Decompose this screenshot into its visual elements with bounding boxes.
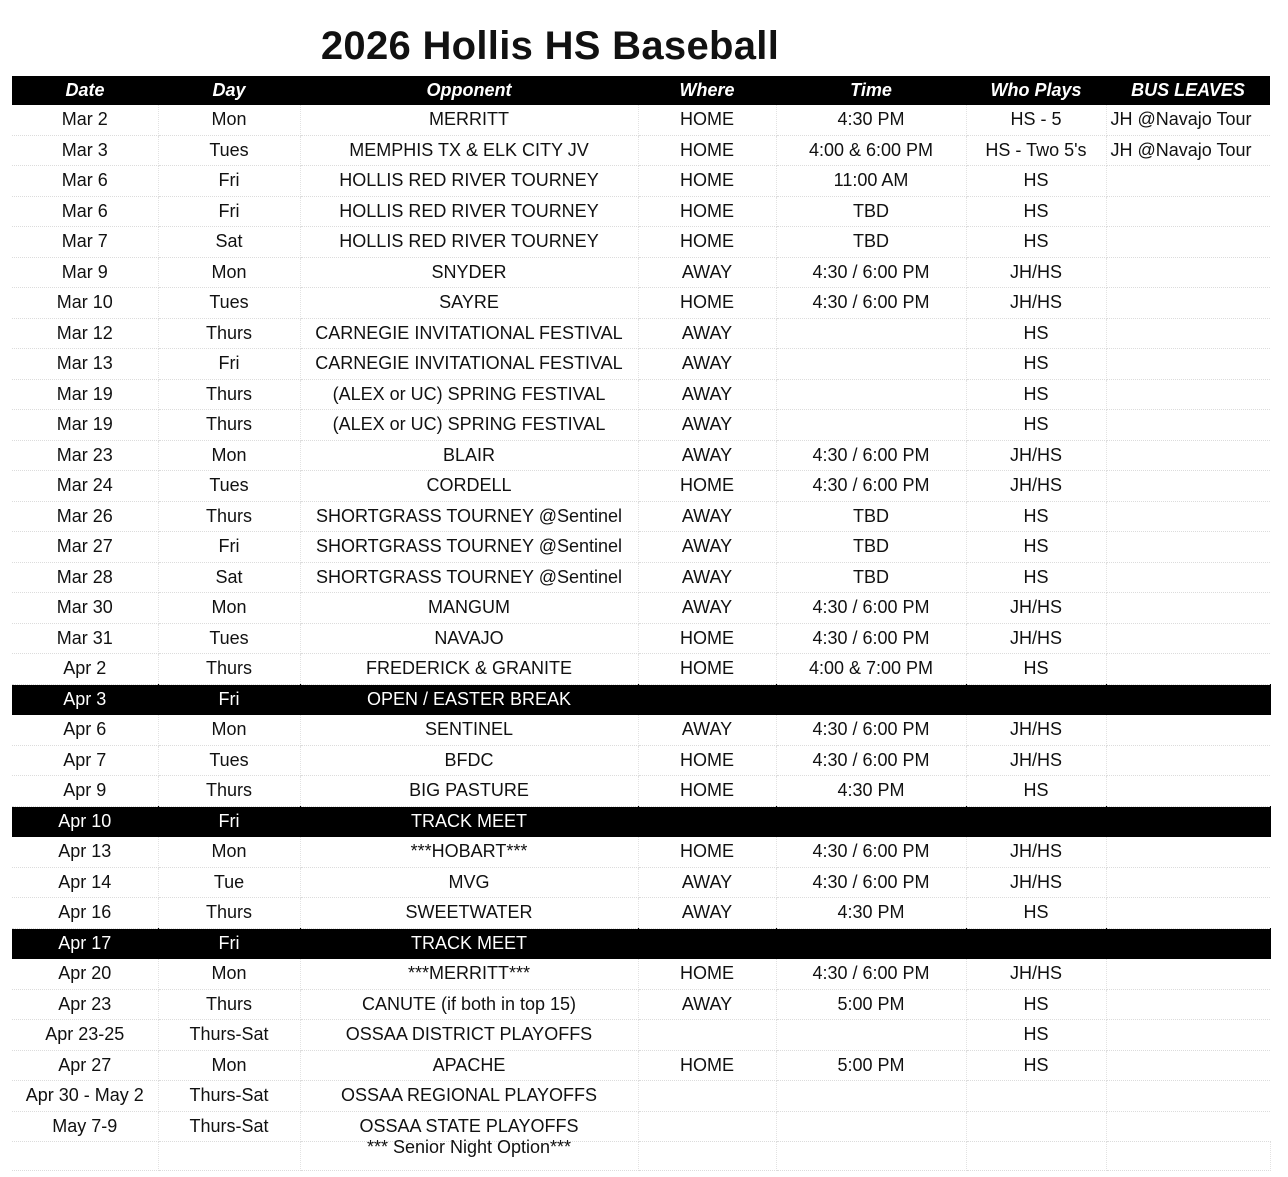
table-row bbox=[12, 166, 1270, 197]
column-header-day: Day bbox=[158, 76, 300, 105]
cell-where bbox=[638, 684, 776, 715]
cell-bus-leaves bbox=[1106, 959, 1270, 990]
cell-time: TBD bbox=[776, 562, 966, 593]
cell-where: AWAY bbox=[638, 593, 776, 624]
cell-bus-leaves bbox=[1106, 318, 1270, 349]
cell-time: 4:30 / 6:00 PM bbox=[776, 959, 966, 990]
cell-day: Fri bbox=[158, 196, 300, 227]
cell-opponent: HOLLIS RED RIVER TOURNEY bbox=[300, 196, 638, 227]
cell-time bbox=[776, 928, 966, 959]
cell-day: Thurs-Sat bbox=[158, 1020, 300, 1051]
table-row bbox=[12, 623, 1270, 654]
cell-day: Tues bbox=[158, 471, 300, 502]
cell-who-plays: HS bbox=[966, 379, 1106, 410]
cell-who-plays: HS bbox=[966, 989, 1106, 1020]
cell-where bbox=[638, 1020, 776, 1051]
cell-date: Apr 20 bbox=[12, 959, 158, 990]
table-row bbox=[12, 959, 1270, 990]
cell-bus-leaves bbox=[1106, 562, 1270, 593]
cell-time: 4:30 PM bbox=[776, 898, 966, 929]
cell-date: Apr 23 bbox=[12, 989, 158, 1020]
cell-bus-leaves bbox=[1106, 532, 1270, 563]
table-row bbox=[12, 989, 1270, 1020]
cell-where: HOME bbox=[638, 745, 776, 776]
cell-who-plays bbox=[966, 928, 1106, 959]
cell-day: Mon bbox=[158, 593, 300, 624]
cell-where: HOME bbox=[638, 105, 776, 135]
cell-opponent: MANGUM bbox=[300, 593, 638, 624]
cell-bus-leaves: JH @Navajo Tour bbox=[1106, 105, 1270, 135]
cell-opponent: SHORTGRASS TOURNEY @Sentinel bbox=[300, 501, 638, 532]
cell-date: Mar 13 bbox=[12, 349, 158, 380]
cell-day: Fri bbox=[158, 349, 300, 380]
cell-day: Mon bbox=[158, 715, 300, 746]
cell-date: Mar 28 bbox=[12, 562, 158, 593]
cell-opponent: TRACK MEET bbox=[300, 928, 638, 959]
cell-day: Mon bbox=[158, 1050, 300, 1081]
cell-day: Thurs bbox=[158, 501, 300, 532]
cell-bus-leaves bbox=[1106, 288, 1270, 319]
cell-opponent: CARNEGIE INVITATIONAL FESTIVAL bbox=[300, 318, 638, 349]
table-row bbox=[12, 1081, 1270, 1112]
table-row bbox=[12, 715, 1270, 746]
cell-who-plays: HS bbox=[966, 166, 1106, 197]
cell-bus-leaves bbox=[1106, 349, 1270, 380]
cell-time: TBD bbox=[776, 501, 966, 532]
cell-who-plays: HS bbox=[966, 1050, 1106, 1081]
cell-time: 4:30 / 6:00 PM bbox=[776, 867, 966, 898]
cell-opponent: (ALEX or UC) SPRING FESTIVAL bbox=[300, 410, 638, 441]
cell-opponent: CORDELL bbox=[300, 471, 638, 502]
cell-opponent: SAYRE bbox=[300, 288, 638, 319]
table-row bbox=[12, 593, 1270, 624]
cell-who-plays: HS bbox=[966, 227, 1106, 258]
cell-date: Mar 24 bbox=[12, 471, 158, 502]
cell-opponent: SWEETWATER bbox=[300, 898, 638, 929]
cell-time: 4:30 PM bbox=[776, 105, 966, 135]
cell-opponent: SNYDER bbox=[300, 257, 638, 288]
table-row bbox=[12, 196, 1270, 227]
cell-where: HOME bbox=[638, 959, 776, 990]
cell-day: Fri bbox=[158, 928, 300, 959]
cell-where: AWAY bbox=[638, 501, 776, 532]
cell-opponent: HOLLIS RED RIVER TOURNEY bbox=[300, 166, 638, 197]
cell-opponent: ***MERRITT*** bbox=[300, 959, 638, 990]
cell-time: 4:30 / 6:00 PM bbox=[776, 745, 966, 776]
cell-who-plays: HS bbox=[966, 898, 1106, 929]
cell-day: Thurs bbox=[158, 318, 300, 349]
cell-date: Apr 13 bbox=[12, 837, 158, 868]
cell-where: HOME bbox=[638, 135, 776, 166]
cell-date: Apr 3 bbox=[12, 684, 158, 715]
table-row bbox=[12, 105, 1270, 135]
cell-day: Thurs bbox=[158, 379, 300, 410]
cell-day: Fri bbox=[158, 806, 300, 837]
cell-time: 4:00 & 7:00 PM bbox=[776, 654, 966, 685]
cell-time bbox=[776, 318, 966, 349]
cell-day: Thurs bbox=[158, 989, 300, 1020]
cell-where bbox=[638, 806, 776, 837]
cell-who-plays: JH/HS bbox=[966, 959, 1106, 990]
cell-day: Tues bbox=[158, 745, 300, 776]
table-row bbox=[12, 562, 1270, 593]
table-row bbox=[12, 257, 1270, 288]
cell-where: AWAY bbox=[638, 715, 776, 746]
cell-where: AWAY bbox=[638, 440, 776, 471]
cell-opponent: SHORTGRASS TOURNEY @Sentinel bbox=[300, 532, 638, 563]
cell-who-plays bbox=[966, 806, 1106, 837]
cell-day: Thurs bbox=[158, 898, 300, 929]
senior-night-footnote: *** Senior Night Option*** bbox=[366, 1137, 572, 1157]
table-row-highlight bbox=[12, 684, 1270, 715]
cell-bus-leaves bbox=[1106, 928, 1270, 959]
cell-bus-leaves bbox=[1106, 257, 1270, 288]
cell-bus-leaves bbox=[1106, 379, 1270, 410]
cell-time: 5:00 PM bbox=[776, 1050, 966, 1081]
cell-who-plays: HS bbox=[966, 654, 1106, 685]
cell-date: Mar 27 bbox=[12, 532, 158, 563]
cell-who-plays: JH/HS bbox=[966, 837, 1106, 868]
cell-where: AWAY bbox=[638, 349, 776, 380]
cell-who-plays: JH/HS bbox=[966, 867, 1106, 898]
cell-opponent: SENTINEL bbox=[300, 715, 638, 746]
table-row bbox=[12, 837, 1270, 868]
cell-who-plays bbox=[966, 684, 1106, 715]
cell-time: 4:30 / 6:00 PM bbox=[776, 593, 966, 624]
cell-bus-leaves bbox=[1106, 410, 1270, 441]
cell-date: Apr 27 bbox=[12, 1050, 158, 1081]
table-row bbox=[12, 471, 1270, 502]
cell-bus-leaves bbox=[1106, 867, 1270, 898]
cell-day: Mon bbox=[158, 837, 300, 868]
cell-who-plays: HS bbox=[966, 532, 1106, 563]
cell-time: 11:00 AM bbox=[776, 166, 966, 197]
table-row bbox=[12, 440, 1270, 471]
cell-opponent: BLAIR bbox=[300, 440, 638, 471]
cell-opponent: TRACK MEET bbox=[300, 806, 638, 837]
cell-where: HOME bbox=[638, 837, 776, 868]
table-row bbox=[12, 776, 1270, 807]
table-row bbox=[12, 1050, 1270, 1081]
cell-where: HOME bbox=[638, 471, 776, 502]
cell-time bbox=[776, 806, 966, 837]
table-row bbox=[12, 654, 1270, 685]
cell-bus-leaves bbox=[1106, 806, 1270, 837]
cell-day: Mon bbox=[158, 257, 300, 288]
cell-time: 4:30 / 6:00 PM bbox=[776, 837, 966, 868]
cell-bus-leaves: JH @Navajo Tour bbox=[1106, 135, 1270, 166]
cell-opponent: (ALEX or UC) SPRING FESTIVAL bbox=[300, 379, 638, 410]
cell-day: Tues bbox=[158, 288, 300, 319]
cell-where: HOME bbox=[638, 196, 776, 227]
cell-bus-leaves bbox=[1106, 471, 1270, 502]
cell-time: 4:30 / 6:00 PM bbox=[776, 288, 966, 319]
cell-date: Apr 30 - May 2 bbox=[12, 1081, 158, 1112]
cell-who-plays: HS bbox=[966, 562, 1106, 593]
cell-where: HOME bbox=[638, 288, 776, 319]
cell-opponent: BIG PASTURE bbox=[300, 776, 638, 807]
cell-bus-leaves bbox=[1106, 745, 1270, 776]
cell-who-plays: JH/HS bbox=[966, 715, 1106, 746]
cell-day: Tues bbox=[158, 135, 300, 166]
cell-who-plays: JH/HS bbox=[966, 623, 1106, 654]
cell-time bbox=[776, 684, 966, 715]
cell-date: Mar 7 bbox=[12, 227, 158, 258]
cell-time bbox=[776, 1020, 966, 1051]
cell-time: 4:30 PM bbox=[776, 776, 966, 807]
cell-time: 4:30 / 6:00 PM bbox=[776, 257, 966, 288]
table-row bbox=[12, 227, 1270, 258]
cell-date: Mar 6 bbox=[12, 196, 158, 227]
cell-date: Mar 31 bbox=[12, 623, 158, 654]
cell-where: AWAY bbox=[638, 562, 776, 593]
column-header-opponent: Opponent bbox=[300, 76, 638, 105]
cell-where: HOME bbox=[638, 1050, 776, 1081]
cell-date: Apr 10 bbox=[12, 806, 158, 837]
cell-bus-leaves bbox=[1106, 501, 1270, 532]
column-header-time: Time bbox=[776, 76, 966, 105]
cell-bus-leaves bbox=[1106, 684, 1270, 715]
cell-date: Apr 7 bbox=[12, 745, 158, 776]
cell-who-plays: HS bbox=[966, 1020, 1106, 1051]
cell-who-plays: HS bbox=[966, 776, 1106, 807]
cell-opponent: BFDC bbox=[300, 745, 638, 776]
column-header-who-plays: Who Plays bbox=[966, 76, 1106, 105]
cell-date: Mar 2 bbox=[12, 105, 158, 135]
column-header-where: Where bbox=[638, 76, 776, 105]
cell-where: HOME bbox=[638, 623, 776, 654]
cell-bus-leaves bbox=[1106, 1081, 1270, 1112]
table-row bbox=[12, 410, 1270, 441]
cell-where: AWAY bbox=[638, 867, 776, 898]
cell-where: HOME bbox=[638, 227, 776, 258]
cell-opponent: FREDERICK & GRANITE bbox=[300, 654, 638, 685]
cell-date: Mar 6 bbox=[12, 166, 158, 197]
cell-date: Mar 12 bbox=[12, 318, 158, 349]
cell-where: AWAY bbox=[638, 898, 776, 929]
cell-time: TBD bbox=[776, 196, 966, 227]
table-row bbox=[12, 745, 1270, 776]
cell-date: Apr 2 bbox=[12, 654, 158, 685]
cell-date: Mar 10 bbox=[12, 288, 158, 319]
cell-time bbox=[776, 379, 966, 410]
schedule-table bbox=[12, 76, 1271, 1171]
column-header-date: Date bbox=[12, 76, 158, 105]
cell-bus-leaves bbox=[1106, 166, 1270, 197]
cell-day: Sat bbox=[158, 562, 300, 593]
table-row bbox=[12, 288, 1270, 319]
cell-day: Tue bbox=[158, 867, 300, 898]
cell-where: HOME bbox=[638, 776, 776, 807]
cell-bus-leaves bbox=[1106, 593, 1270, 624]
cell-where: AWAY bbox=[638, 379, 776, 410]
empty-cell bbox=[966, 1142, 1106, 1171]
table-row-highlight bbox=[12, 928, 1270, 959]
cell-where: AWAY bbox=[638, 989, 776, 1020]
cell-day: Sat bbox=[158, 227, 300, 258]
cell-bus-leaves bbox=[1106, 196, 1270, 227]
header-row bbox=[12, 76, 1270, 105]
cell-who-plays: HS bbox=[966, 410, 1106, 441]
cell-time bbox=[776, 410, 966, 441]
cell-opponent: MERRITT bbox=[300, 105, 638, 135]
cell-who-plays: JH/HS bbox=[966, 593, 1106, 624]
table-row bbox=[12, 1020, 1270, 1051]
cell-opponent: ***HOBART*** bbox=[300, 837, 638, 868]
table-row bbox=[12, 898, 1270, 929]
cell-time: 4:00 & 6:00 PM bbox=[776, 135, 966, 166]
cell-opponent: HOLLIS RED RIVER TOURNEY bbox=[300, 227, 638, 258]
cell-day: Mon bbox=[158, 959, 300, 990]
cell-bus-leaves bbox=[1106, 623, 1270, 654]
cell-where: AWAY bbox=[638, 318, 776, 349]
cell-day: Thurs bbox=[158, 776, 300, 807]
cell-opponent: OPEN / EASTER BREAK bbox=[300, 684, 638, 715]
cell-who-plays: HS - 5 bbox=[966, 105, 1106, 135]
cell-who-plays: HS - Two 5's bbox=[966, 135, 1106, 166]
cell-day: Fri bbox=[158, 166, 300, 197]
table-row bbox=[12, 867, 1270, 898]
cell-bus-leaves bbox=[1106, 837, 1270, 868]
cell-day: Thurs bbox=[158, 654, 300, 685]
cell-date: Apr 16 bbox=[12, 898, 158, 929]
cell-date: Apr 14 bbox=[12, 867, 158, 898]
cell-bus-leaves bbox=[1106, 1050, 1270, 1081]
cell-day: Mon bbox=[158, 105, 300, 135]
cell-opponent: CARNEGIE INVITATIONAL FESTIVAL bbox=[300, 349, 638, 380]
table-row-highlight bbox=[12, 806, 1270, 837]
cell-date: Apr 9 bbox=[12, 776, 158, 807]
cell-time bbox=[776, 349, 966, 380]
cell-where: HOME bbox=[638, 166, 776, 197]
cell-opponent: OSSAA STATE PLAYOFFS bbox=[300, 1111, 638, 1142]
column-header-bus-leaves: BUS LEAVES bbox=[1106, 76, 1270, 105]
table-row bbox=[12, 379, 1270, 410]
cell-opponent: CANUTE (if both in top 15) bbox=[300, 989, 638, 1020]
cell-time bbox=[776, 1081, 966, 1112]
table-row bbox=[12, 532, 1270, 563]
cell-date: Mar 3 bbox=[12, 135, 158, 166]
cell-date: Mar 19 bbox=[12, 410, 158, 441]
cell-date: Apr 17 bbox=[12, 928, 158, 959]
cell-time: TBD bbox=[776, 227, 966, 258]
cell-day: Thurs-Sat bbox=[158, 1111, 300, 1142]
cell-bus-leaves bbox=[1106, 654, 1270, 685]
cell-who-plays: HS bbox=[966, 318, 1106, 349]
cell-where: AWAY bbox=[638, 410, 776, 441]
cell-who-plays: HS bbox=[966, 349, 1106, 380]
cell-opponent: OSSAA DISTRICT PLAYOFFS bbox=[300, 1020, 638, 1051]
cell-day: Mon bbox=[158, 440, 300, 471]
cell-time: 4:30 / 6:00 PM bbox=[776, 715, 966, 746]
table-row bbox=[12, 501, 1270, 532]
cell-bus-leaves bbox=[1106, 989, 1270, 1020]
cell-who-plays: HS bbox=[966, 501, 1106, 532]
cell-opponent: MEMPHIS TX & ELK CITY JV bbox=[300, 135, 638, 166]
cell-date: Mar 23 bbox=[12, 440, 158, 471]
cell-time: 4:30 / 6:00 PM bbox=[776, 623, 966, 654]
table-row bbox=[12, 135, 1270, 166]
cell-who-plays: JH/HS bbox=[966, 257, 1106, 288]
table-row bbox=[12, 318, 1270, 349]
cell-opponent: SHORTGRASS TOURNEY @Sentinel bbox=[300, 562, 638, 593]
cell-day: Fri bbox=[158, 684, 300, 715]
cell-date: Apr 23-25 bbox=[12, 1020, 158, 1051]
cell-who-plays bbox=[966, 1081, 1106, 1112]
cell-where: HOME bbox=[638, 654, 776, 685]
page-title: 2026 Hollis HS Baseball bbox=[320, 24, 780, 68]
schedule-body bbox=[12, 105, 1270, 1171]
cell-bus-leaves bbox=[1106, 715, 1270, 746]
cell-bus-leaves bbox=[1106, 776, 1270, 807]
cell-bus-leaves bbox=[1106, 1020, 1270, 1051]
cell-who-plays: JH/HS bbox=[966, 745, 1106, 776]
cell-who-plays: HS bbox=[966, 196, 1106, 227]
empty-cell bbox=[1106, 1142, 1270, 1171]
cell-opponent: OSSAA REGIONAL PLAYOFFS bbox=[300, 1081, 638, 1112]
cell-date: Mar 9 bbox=[12, 257, 158, 288]
cell-bus-leaves bbox=[1106, 898, 1270, 929]
cell-who-plays: JH/HS bbox=[966, 440, 1106, 471]
cell-bus-leaves bbox=[1106, 227, 1270, 258]
table-row bbox=[12, 349, 1270, 380]
cell-where: AWAY bbox=[638, 532, 776, 563]
cell-day: Tues bbox=[158, 623, 300, 654]
cell-opponent: NAVAJO bbox=[300, 623, 638, 654]
cell-bus-leaves bbox=[1106, 440, 1270, 471]
cell-date: Mar 30 bbox=[12, 593, 158, 624]
cell-time: 4:30 / 6:00 PM bbox=[776, 440, 966, 471]
cell-opponent: MVG bbox=[300, 867, 638, 898]
cell-time: 4:30 / 6:00 PM bbox=[776, 471, 966, 502]
cell-who-plays: JH/HS bbox=[966, 288, 1106, 319]
cell-date: Apr 6 bbox=[12, 715, 158, 746]
cell-time: 5:00 PM bbox=[776, 989, 966, 1020]
cell-who-plays bbox=[966, 1111, 1106, 1142]
cell-date: May 7-9 bbox=[12, 1111, 158, 1142]
cell-date: Mar 26 bbox=[12, 501, 158, 532]
cell-opponent: APACHE bbox=[300, 1050, 638, 1081]
cell-day: Thurs bbox=[158, 410, 300, 441]
cell-bus-leaves bbox=[1106, 1111, 1270, 1142]
cell-where bbox=[638, 1081, 776, 1112]
cell-date: Mar 19 bbox=[12, 379, 158, 410]
cell-day: Fri bbox=[158, 532, 300, 563]
cell-where: AWAY bbox=[638, 257, 776, 288]
cell-time: TBD bbox=[776, 532, 966, 563]
cell-day: Thurs-Sat bbox=[158, 1081, 300, 1112]
cell-where bbox=[638, 928, 776, 959]
cell-who-plays: JH/HS bbox=[966, 471, 1106, 502]
